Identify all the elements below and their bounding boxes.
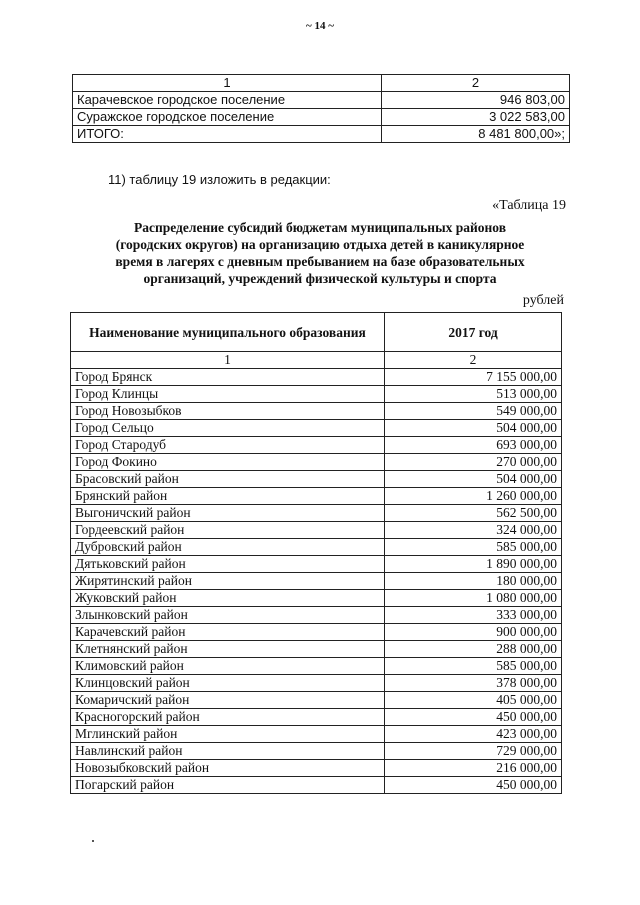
table-row xyxy=(71,607,562,624)
municipality-name: Мглинский район xyxy=(71,726,385,743)
subsidy-amount: 585 000,00 xyxy=(385,539,562,556)
municipality-name: Карачевский район xyxy=(71,624,385,641)
subsidy-amount: 378 000,00 xyxy=(385,675,562,692)
units-label: рублей xyxy=(522,293,564,308)
table-row xyxy=(71,420,562,437)
subsidy-amount: 513 000,00 xyxy=(385,386,562,403)
municipality-name: Выгоничский район xyxy=(71,505,385,522)
municipality-name: Город Новозыбков xyxy=(71,403,385,420)
table-row xyxy=(71,658,562,675)
colnum-1: 1 xyxy=(71,352,385,369)
page-number: ~ 14 ~ xyxy=(306,20,334,32)
table-title xyxy=(70,219,570,287)
subsidy-amount: 693 000,00 xyxy=(385,437,562,454)
table-title-line: организаций, учреждений физической культуры и спорта xyxy=(143,271,497,286)
top-table-total-label: ИТОГО: xyxy=(73,126,382,143)
table-row xyxy=(71,692,562,709)
subsidy-amount: 1 260 000,00 xyxy=(385,488,562,505)
table-row xyxy=(71,488,562,505)
table-row xyxy=(71,539,562,556)
table-row xyxy=(71,777,562,794)
table-title-line: Распределение субсидий бюджетам муниципальных районов xyxy=(133,220,507,235)
table-row xyxy=(71,675,562,692)
top-table-total-row xyxy=(73,126,570,143)
subsidy-amount: 288 000,00 xyxy=(385,641,562,658)
subsidy-amount: 504 000,00 xyxy=(385,420,562,437)
colnum-2: 2 xyxy=(385,352,562,369)
table-title-line: (городских округов) на организацию отдыха детей в каникулярное xyxy=(115,237,525,252)
municipality-name: Новозыбковский район xyxy=(71,760,385,777)
top-table-row-value: 3 022 583,00 xyxy=(382,109,570,126)
table-row xyxy=(71,624,562,641)
table-row xyxy=(71,760,562,777)
municipality-name: Красногорский район xyxy=(71,709,385,726)
table-row xyxy=(71,386,562,403)
column-header-municipality: Наименование муниципального образования xyxy=(71,313,385,352)
top-table-colnum-1: 1 xyxy=(73,75,382,92)
table-label: «Таблица 19 xyxy=(492,198,566,213)
municipality-name: Город Брянск xyxy=(71,369,385,386)
subsidy-amount: 549 000,00 xyxy=(385,403,562,420)
top-table-row xyxy=(73,109,570,126)
subsidy-amount: 900 000,00 xyxy=(385,624,562,641)
table-row xyxy=(71,454,562,471)
subsidy-table xyxy=(70,312,562,794)
table-row xyxy=(71,522,562,539)
municipality-name: Город Фокино xyxy=(71,454,385,471)
municipality-name: Город Клинцы xyxy=(71,386,385,403)
subsidy-amount: 270 000,00 xyxy=(385,454,562,471)
table-row xyxy=(71,369,562,386)
table-row xyxy=(71,590,562,607)
subsidy-table-header xyxy=(71,313,562,352)
table-row xyxy=(71,709,562,726)
subsidy-amount: 423 000,00 xyxy=(385,726,562,743)
subsidy-amount: 729 000,00 xyxy=(385,743,562,760)
table-row xyxy=(71,437,562,454)
subsidy-table-body xyxy=(71,369,562,794)
subsidy-table-colnums xyxy=(71,352,562,369)
table-row xyxy=(71,641,562,658)
municipality-name: Комаричский район xyxy=(71,692,385,709)
table-row xyxy=(71,471,562,488)
top-table-total-value: 8 481 800,00»; xyxy=(382,126,570,143)
subsidy-amount: 562 500,00 xyxy=(385,505,562,522)
subsidy-amount: 405 000,00 xyxy=(385,692,562,709)
top-table-row-value: 946 803,00 xyxy=(382,92,570,109)
top-table-row-name: Суражское городское поселение xyxy=(73,109,382,126)
municipality-name: Погарский район xyxy=(71,777,385,794)
subsidy-amount: 585 000,00 xyxy=(385,658,562,675)
municipality-name: Клетнянский район xyxy=(71,641,385,658)
subsidy-amount: 450 000,00 xyxy=(385,777,562,794)
table-row xyxy=(71,573,562,590)
table-row xyxy=(71,556,562,573)
table-title-line: время в лагерях с дневным пребыванием на базе образовательных xyxy=(115,254,525,269)
subsidy-amount: 216 000,00 xyxy=(385,760,562,777)
municipality-name: Клинцовский район xyxy=(71,675,385,692)
municipality-name: Жирятинский район xyxy=(71,573,385,590)
top-table-row xyxy=(73,92,570,109)
municipality-name: Дубровский район xyxy=(71,539,385,556)
table-row xyxy=(71,505,562,522)
amendment-instruction: 11) таблицу 19 изложить в редакции: xyxy=(108,172,331,187)
table-row xyxy=(71,726,562,743)
subsidy-amount: 450 000,00 xyxy=(385,709,562,726)
municipality-name: Город Сельцо xyxy=(71,420,385,437)
top-table-header-row xyxy=(73,75,570,92)
subsidy-amount: 7 155 000,00 xyxy=(385,369,562,386)
top-table-row-name: Карачевское городское поселение xyxy=(73,92,382,109)
municipality-name: Климовский район xyxy=(71,658,385,675)
subsidy-amount: 504 000,00 xyxy=(385,471,562,488)
top-table xyxy=(72,74,570,143)
subsidy-amount: 324 000,00 xyxy=(385,522,562,539)
top-table-colnum-2: 2 xyxy=(382,75,570,92)
table-row xyxy=(71,743,562,760)
subsidy-amount: 180 000,00 xyxy=(385,573,562,590)
municipality-name: Город Стародуб xyxy=(71,437,385,454)
municipality-name: Брянский район xyxy=(71,488,385,505)
scan-speck xyxy=(92,840,94,842)
subsidy-amount: 333 000,00 xyxy=(385,607,562,624)
municipality-name: Брасовский район xyxy=(71,471,385,488)
subsidy-amount: 1 890 000,00 xyxy=(385,556,562,573)
table-row xyxy=(71,403,562,420)
municipality-name: Жуковский район xyxy=(71,590,385,607)
column-header-year: 2017 год xyxy=(385,313,562,352)
municipality-name: Дятьковский район xyxy=(71,556,385,573)
municipality-name: Гордеевский район xyxy=(71,522,385,539)
municipality-name: Навлинский район xyxy=(71,743,385,760)
subsidy-amount: 1 080 000,00 xyxy=(385,590,562,607)
municipality-name: Злынковский район xyxy=(71,607,385,624)
